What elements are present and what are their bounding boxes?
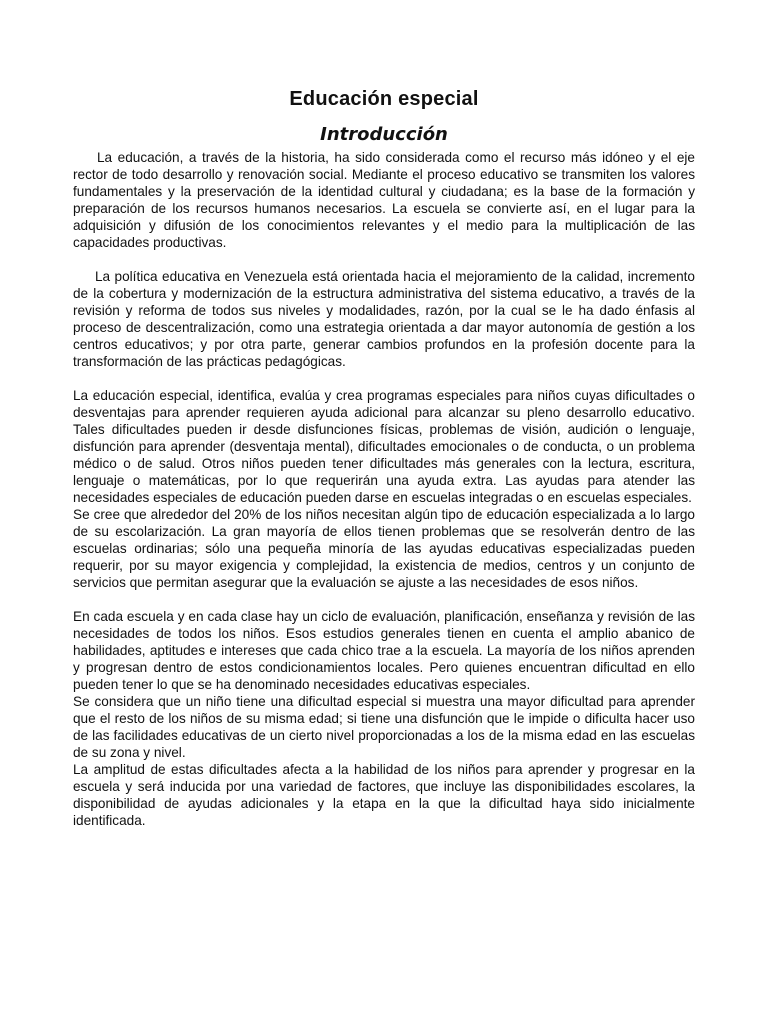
paragraph-5: En cada escuela y en cada clase hay un ciclo de evaluación, planificación, enseñanza y revisión de las necesidades de todos los niños. Esos estudios generales tienen en cuenta el amplio abanico de habilidades, aptitudes e intereses que cada chico trae a la escuela. La mayoría de los niños aprenden y progresan dentro de estos condicionamientos locales. Pero quienes encuentran dificultad en ello pueden tener lo que se ha denominado necesidades educativas especiales. (73, 609, 695, 692)
document-title: Educación especial (289, 88, 479, 110)
paragraph-spacer (73, 251, 695, 268)
section-heading-introduccion: Introducción (320, 124, 448, 145)
paragraph-4: Se cree que alrededor del 20% de los niños necesitan algún tipo de educación especializada a lo largo de su escolarización. La gran mayoría de ellos tienen problemas que se resolverán dentro de las escuelas ordinarias; sólo una pequeña minoría de las ayudas educativas especializadas pueden requerir, por su mayor exigencia y complejidad, la existencia de medios, centros y un conjunto de servicios que permitan asegurar que la evaluación se ajuste a las necesidades de esos niños. (73, 507, 695, 590)
document-page (73, 86, 695, 829)
paragraph-1: La educación, a través de la historia, ha sido considerada como el recurso más idóneo y el eje rector de todo desarrollo y renovación social. Mediante el proceso educativo se transmiten los valores fundamentales y la preservación de la identidad cultural y ciudadana; es la base de la formación y preparación de los recursos humanos necesarios. La escuela se convierte así, en el lugar para la adquisición y difusión de los conocimientos relevantes y el medio para la multiplicación de las capacidades productivas. (73, 150, 695, 250)
paragraph-2: La política educativa en Venezuela está orientada hacia el mejoramiento de la calidad, incremento de la cobertura y modernización de la estructura administrativa del sistema educativo, a través de la revisión y reforma de todos sus niveles y modalidades, razón, por la cual se le ha dado énfasis al proceso de descentralización, como una estrategia orientada a dar mayor autonomía de gestión a los centros educativos; y por otra parte, generar cambios profundos en la profesión docente para la transformación de las prácticas pedagógicas. (73, 269, 695, 369)
paragraph-3: La educación especial, identifica, evalúa y crea programas especiales para niños cuyas dificultades o desventajas para aprender requieren ayuda adicional para alcanzar su pleno desarrollo educativo. Tales dificultades pueden ir desde disfunciones físicas, problemas de visión, audición o lenguaje, disfunción para aprender (desventaja mental), dificultades emocionales o de conducta, o un problema médico o de salud. Otros niños pueden tener dificultades más generales con la lectura, escritura, lenguaje o matemáticas, por lo que requerirán una ayuda extra. Las ayudas para atender las necesidades especiales de educación pueden darse en escuelas integradas o en escuelas especiales. (73, 388, 695, 505)
paragraph-7: La amplitud de estas dificultades afecta a la habilidad de los niños para aprender y progresar en la escuela y será inducida por una variedad de factores, que incluye las disponibilidades escolares, la disponibilidad de ayudas adicionales y la etapa en la que la dificultad haya sido inicialmente identificada. (73, 762, 695, 828)
paragraph-spacer (73, 370, 695, 387)
paragraph-6: Se considera que un niño tiene una dificultad especial si muestra una mayor dificultad para aprender que el resto de los niños de su misma edad; si tiene una disfunción que le impide o dificulta hacer uso de las facilidades educativas de un cierto nivel proporcionadas a los de la misma edad en las escuelas de su zona y nivel. (73, 694, 695, 760)
paragraph-spacer (73, 591, 695, 608)
